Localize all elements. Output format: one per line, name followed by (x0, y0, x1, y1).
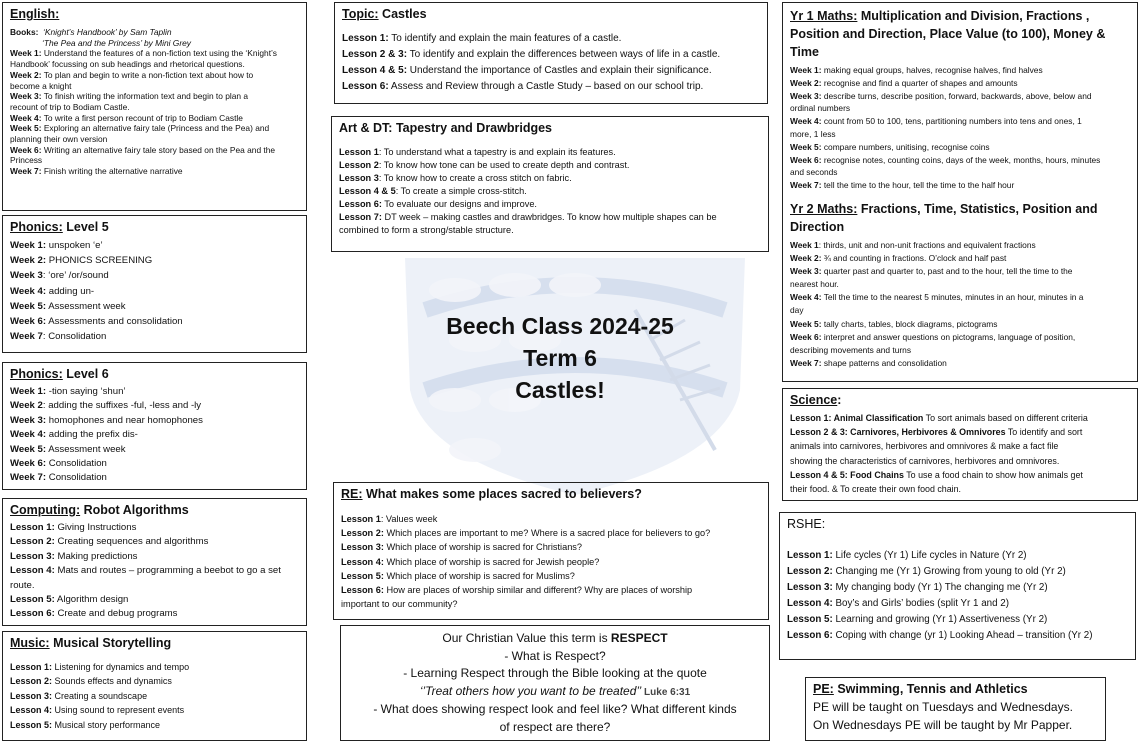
value-quote: ‘’Treat others how you want to be treated’’ Luke 6:31 (419, 683, 691, 698)
list-item: Lesson 6: Assess and Review through a Castle Study – based on our school trip. (342, 81, 704, 92)
page-title (395, 310, 725, 406)
science-heading: Science (790, 393, 838, 407)
phonics5-heading: Phonics: (10, 220, 63, 234)
pe-line-1: PE will be taught on Tuesdays and Wednesdays. (813, 700, 1073, 714)
pe-panel: PE: Swimming, Tennis and Athletics PE will be taught on Tuesdays and Wednesdays. On Wednesdays PE will be taught by Mr Papper. (805, 677, 1106, 741)
list-item: and seconds (790, 167, 838, 178)
list-item: Lesson 6: How are places of worship similar and different? Why are places of worship (341, 585, 693, 596)
list-item: Week 5: compare numbers, unitising, recognise coins (790, 141, 990, 152)
list-item: Lesson 5: Which place of worship is sacred for Muslims? (341, 570, 575, 581)
list-item: Lesson 7: DT week – making castles and drawbridges. To know how multiple shapes can be (339, 212, 717, 222)
list-item: Week 6: recognise notes, counting coins, days of the week, months, hours, minutes (790, 154, 1101, 165)
list-item: Week 2: recognise and find a quarter of shapes and amounts (790, 77, 1018, 88)
list-item: Lesson 5: Learning and growing (Yr 1) Assertiveness (Yr 2) (787, 614, 1048, 625)
title-class: Beech Class 2024-25 (446, 313, 674, 339)
list-item: Lesson 2: Which places are important to me? Where is a sacred place for believers to go? (341, 528, 711, 539)
english-heading: English: (10, 7, 60, 21)
list-item: Week 6: Assessments and consolidation (10, 316, 183, 328)
list-item: Handbook’ focussing on sub headings and rhetorical questions. (10, 59, 245, 70)
yr2-maths-heading: Yr 2 Maths: (790, 201, 858, 216)
list-item: Week 7: Finish writing the alternative narrative (10, 166, 183, 177)
list-item: planning their own version (10, 134, 108, 145)
rshe-panel (779, 512, 1136, 660)
phonics-level5-panel: Phonics: Level 5 Week 1: unspoken ‘e’ Week 2: PHONICS SCREENING Week 3: ‘ore’ /or/sound Week 4: adding un- Week 5: Assessment week Week 6: Assessments and consolidation Week 7: Consolidation (2, 215, 307, 353)
list-item: Lesson 3: Which place of worship is sacred for Christians? (341, 542, 583, 553)
list-item: Lesson 2 & 3: Carnivores, Herbivores & Omnivores To identify and sort (790, 427, 1083, 438)
yr1-maths-heading: Yr 1 Maths: (790, 9, 858, 23)
re-panel: RE: What makes some places sacred to believers? Lesson 1: Values week Lesson 2: Which places are important to me? Where is a sacred place for believers to go? Lesson 3: Which place of worship is sacred for Christians? Lesson 4: Which place of worship is sacred for Jewish people? Lesson 5: Which place of worship is sacred for Muslims? Lesson 6: How are places of worship similar and different? Why are places of worship important to our community? (333, 482, 769, 620)
list-item: Week 5: tally charts, tables, block diagrams, pictograms (790, 318, 998, 329)
list-item: Week 4: To write a first person recount of trip to Bodiam Castle (10, 112, 243, 123)
list-item: Week 1: unspoken ‘e’ (10, 240, 103, 251)
list-item: Week 2: To plan and begin to write a non-fiction text about how to (10, 69, 254, 80)
list-item: Week 6: Writing an alternative fairy tale story based on the Pea and the (10, 144, 276, 155)
list-item: Week 7: tell the time to the hour, tell the time to the half hour (790, 180, 1015, 191)
list-item: Princess (10, 155, 43, 166)
art-dt-panel (331, 116, 769, 252)
book-1: ‘Knight’s Handbook’ by Sam Taplin (43, 27, 172, 37)
list-item: Week 5: Exploring an alternative fairy tale (Princess and the Pea) and (10, 123, 270, 134)
list-item: Week 3: homophones and near homophones (10, 414, 203, 426)
list-item: Week 4: Tell the time to the nearest 5 minutes, minutes in an hour, minutes in a (790, 292, 1084, 303)
computing-panel: Computing: Robot Algorithms Lesson 1: Giving Instructions Lesson 2: Creating sequences and algorithms Lesson 3: Making predictions Lesson 4: Mats and routes – programming a beebot to go a set route. Lesson 5: Algorithm design Lesson 6: Create and debug programs (2, 498, 307, 626)
list-item: Lesson 1: Giving Instructions (10, 522, 137, 533)
list-item: Lesson 2: To know how tone can be used to create depth and contrast. (339, 160, 630, 170)
title-term: Term 6 (523, 345, 597, 371)
list-item: Lesson 4 & 5: Food Chains To use a food chain to show how animals get (790, 469, 1083, 480)
list-item: Week 4: count from 50 to 100, tens, partitioning numbers into tens and ones, 1 (790, 116, 1082, 127)
value-line-3: - Learning Respect through the Bible looking at the quote (403, 666, 707, 680)
list-item: Week 2: PHONICS SCREENING (10, 255, 153, 267)
list-item: nearest hour. (790, 279, 839, 290)
list-item: Week 2: adding the suffixes -ful, -less and -ly (10, 400, 202, 412)
list-item: Week 1: Understand the features of a non-fiction text using the ‘Knight’s (10, 48, 277, 59)
english-panel (2, 2, 307, 211)
list-item: Week 7: Consolidation (10, 472, 107, 484)
books-line-2 (10, 38, 299, 49)
list-item: Week 4: adding the prefix dis- (10, 429, 138, 441)
topic-panel: Topic: Castles Lesson 1: To identify and explain the main features of a castle. Lesson 2 & 3: To identify and explain the differences between ways of life in a castle. Lesson 4 & 5: Understand the importance of Castles and explain their significance. Lesson 6: Assess and Review through a Castle Study – based on our school trip. (334, 2, 768, 104)
list-item: Lesson 3: To know how to create a cross stitch on fabric. (339, 173, 572, 183)
title-topic: Castles! (515, 377, 605, 403)
list-item: Lesson 1: To identify and explain the main features of a castle. (342, 33, 622, 44)
list-item: Lesson 4 & 5: Understand the importance of Castles and explain their significance. (342, 65, 712, 76)
yr1-maths-panel: Yr 1 Maths: Multiplication and Division, Fractions , Position and Direction, Place Value (to 100), Money & Time Week 1: making equal groups, halves, recognise halves, find halves Week 2: recognise and find a quarter of shapes and amounts Week 3: describe turns, describe position, forward, backwards, above, below and ordinal numbers Week 4: count from 50 to 100, tens, partitioning numbers into tens and ones, 1 more, 1 less Week 5: compare numbers, unitising, recognise coins Week 6: recognise notes, counting coins, days of the week, months, hours, minutes and seconds Week 7: tell the time to the hour, tell the time to the half hour Yr 2 Maths: Fractions, Time, Statistics, Position and Direction Week 1: thirds, unit and non-unit fractions and equivalent fractions Week 2: ¾ and counting in fractions. O’clock and half past Week 3: quarter past and quarter to, past and to the hour, tell the time to the nearest hour. Week 4: Tell the time to the nearest 5 minutes, minutes in an hour, minutes in a day Week 5: tally charts, tables, block diagrams, pictograms Week 6: interpret and answer questions on pictograms, language of position, describing movements and turns Week 7: shape patterns and consolidation (782, 2, 1138, 382)
list-item: animals into carnivores, herbivores and omnivores & make a fact file (790, 441, 1059, 452)
list-item: their food. & To create their own food chain. (790, 484, 962, 495)
list-item: Week 6: Consolidation (10, 458, 107, 470)
list-item: Lesson 2: Sounds effects and dynamics (10, 676, 172, 687)
list-item: Week 4: adding un- (10, 285, 95, 297)
list-item: Lesson 4: Which place of worship is sacred for Jewish people? (341, 556, 600, 567)
art-dt-heading: Art & DT: Tapestry and Drawbridges (339, 121, 553, 135)
list-item: showing the characteristics of carnivores, herbivores and omnivores. (790, 455, 1060, 466)
list-item: Lesson 2: Changing me (Yr 1) Growing from young to old (Yr 2) (787, 566, 1066, 577)
list-item: Lesson 1: Animal Classification To sort animals based on different criteria (790, 413, 1088, 423)
list-item: Week 1: -tion saying ‘shun’ (10, 386, 126, 397)
list-item: Lesson 5: Musical story performance (10, 719, 161, 730)
phonics-level6-panel: Phonics: Level 6 Week 1: -tion saying ‘shun’ Week 2: adding the suffixes -ful, -less and -ly Week 3: homophones and near homophones Week 4: adding the prefix dis- Week 5: Assessment week Week 6: Consolidation Week 7: Consolidation (2, 362, 307, 490)
list-item: ordinal numbers (790, 103, 851, 114)
list-item: Week 1: making equal groups, halves, recognise halves, find halves (790, 65, 1043, 75)
science-panel: Science: Lesson 1: Animal Classification To sort animals based on different criteria Lesson 2 & 3: Carnivores, Herbivores & Omnivores To identify and sort animals into carnivores, herbivores and omnivores & make a fact file showing the characteristics of carnivores, herbivores and omnivores. Lesson 4 & 5: Food Chains To use a food chain to show how animals get their food. & To create their own food chain. (782, 388, 1138, 501)
phonics6-heading: Phonics: (10, 367, 63, 381)
list-item: Lesson 4: Boy’s and Girls’ bodies (split Yr 1 and 2) (787, 598, 1009, 609)
list-item: Week 7: shape patterns and consolidation (790, 357, 947, 368)
value-line-2: - What is Respect? (504, 648, 606, 663)
list-item: Lesson 4: Using sound to represent events (10, 705, 185, 716)
list-item: Lesson 1: Listening for dynamics and tempo (10, 662, 190, 672)
list-item: important to our community? (341, 599, 458, 610)
value-line-5: - What does showing respect look and feel like? What different kinds (373, 702, 737, 716)
list-item: Week 6: interpret and answer questions on pictograms, language of position, (790, 331, 1076, 342)
list-item: Lesson 1: To understand what a tapestry is and explain its features. (339, 147, 616, 157)
list-item: describing movements and turns (790, 344, 912, 355)
yr2-maths-lines (790, 239, 1130, 370)
list-item: Week 1: thirds, unit and non-unit fractions and equivalent fractions (790, 239, 1036, 250)
list-item: Week 5: Assessment week (10, 443, 126, 455)
books-line: Books: ‘Knight’s Handbook’ by Sam Taplin (10, 27, 172, 37)
re-heading: RE: (341, 487, 363, 501)
list-item: Week 5: Assessment week (10, 300, 126, 312)
list-item: combined to form a strong/stable structure. (339, 225, 514, 235)
rshe-heading: RSHE: (787, 517, 826, 531)
music-panel: Music: Musical Storytelling Lesson 1: Listening for dynamics and tempo Lesson 2: Sounds effects and dynamics Lesson 3: Creating a soundscape Lesson 4: Using sound to represent events Lesson 5: Musical story performance (2, 631, 307, 741)
yr1-maths-lines (790, 64, 1130, 192)
list-item: Lesson 1: Values week (341, 514, 438, 524)
list-item: Week 3: quarter past and quarter to, past and to the hour, tell the time to the (790, 266, 1073, 277)
list-item: Lesson 6: To evaluate our designs and improve. (339, 199, 537, 209)
english-lines (10, 48, 299, 176)
list-item: Lesson 2: Creating sequences and algorithms (10, 536, 209, 548)
list-item: Lesson 4: Mats and routes – programming a beebot to go a set (10, 565, 281, 577)
list-item: become a knight (10, 80, 72, 91)
list-item: Lesson 1: Life cycles (Yr 1) Life cycles in Nature (Yr 2) (787, 550, 1027, 561)
list-item: Week 3: To finish writing the information text and begin to plan a (10, 91, 249, 102)
pe-heading: PE: (813, 682, 834, 696)
pe-line-2: On Wednesdays PE will be taught by Mr Papper. (813, 718, 1073, 732)
list-item: more, 1 less (790, 128, 836, 139)
list-item: route. (10, 579, 35, 591)
value-respect: RESPECT (610, 631, 668, 645)
list-item: Lesson 6: Coping with change (yr 1) Looking Ahead – transition (Yr 2) (787, 630, 1093, 641)
list-item: Week 2: ¾ and counting in fractions. O’clock and half past (790, 253, 1007, 264)
list-item: Week 3: describe turns, describe position, forward, backwards, above, below and (790, 90, 1092, 101)
list-item: Lesson 3: My changing body (Yr 1) The changing me (Yr 2) (787, 582, 1048, 593)
list-item: recount of trip to Bodiam Castle. (10, 101, 130, 112)
list-item: Lesson 6: Create and debug programs (10, 608, 178, 620)
list-item: Week 3: ‘ore’ /or/sound (10, 270, 109, 282)
list-item: day (790, 305, 804, 316)
list-item: Lesson 2 & 3: To identify and explain the differences between ways of life in a castle. (342, 49, 721, 60)
list-item: Lesson 5: Algorithm design (10, 594, 129, 606)
list-item: Lesson 4 & 5: To create a simple cross-stitch. (339, 186, 527, 196)
topic-heading: Topic: (342, 7, 379, 21)
computing-heading: Computing: (10, 503, 81, 517)
value-line-1: Our Christian Value this term is RESPECT (442, 631, 668, 645)
christian-value-panel (340, 625, 770, 741)
list-item: Lesson 3: Making predictions (10, 550, 138, 562)
list-item: Week 7: Consolidation (10, 331, 107, 343)
music-heading: Music: (10, 636, 50, 650)
book-2: ‘The Pea and the Princess’ by Mini Grey (42, 37, 191, 48)
value-line-6: of respect are there? (499, 719, 611, 734)
list-item: Lesson 3: Creating a soundscape (10, 690, 148, 701)
bible-reference: Luke 6:31 (641, 686, 691, 698)
